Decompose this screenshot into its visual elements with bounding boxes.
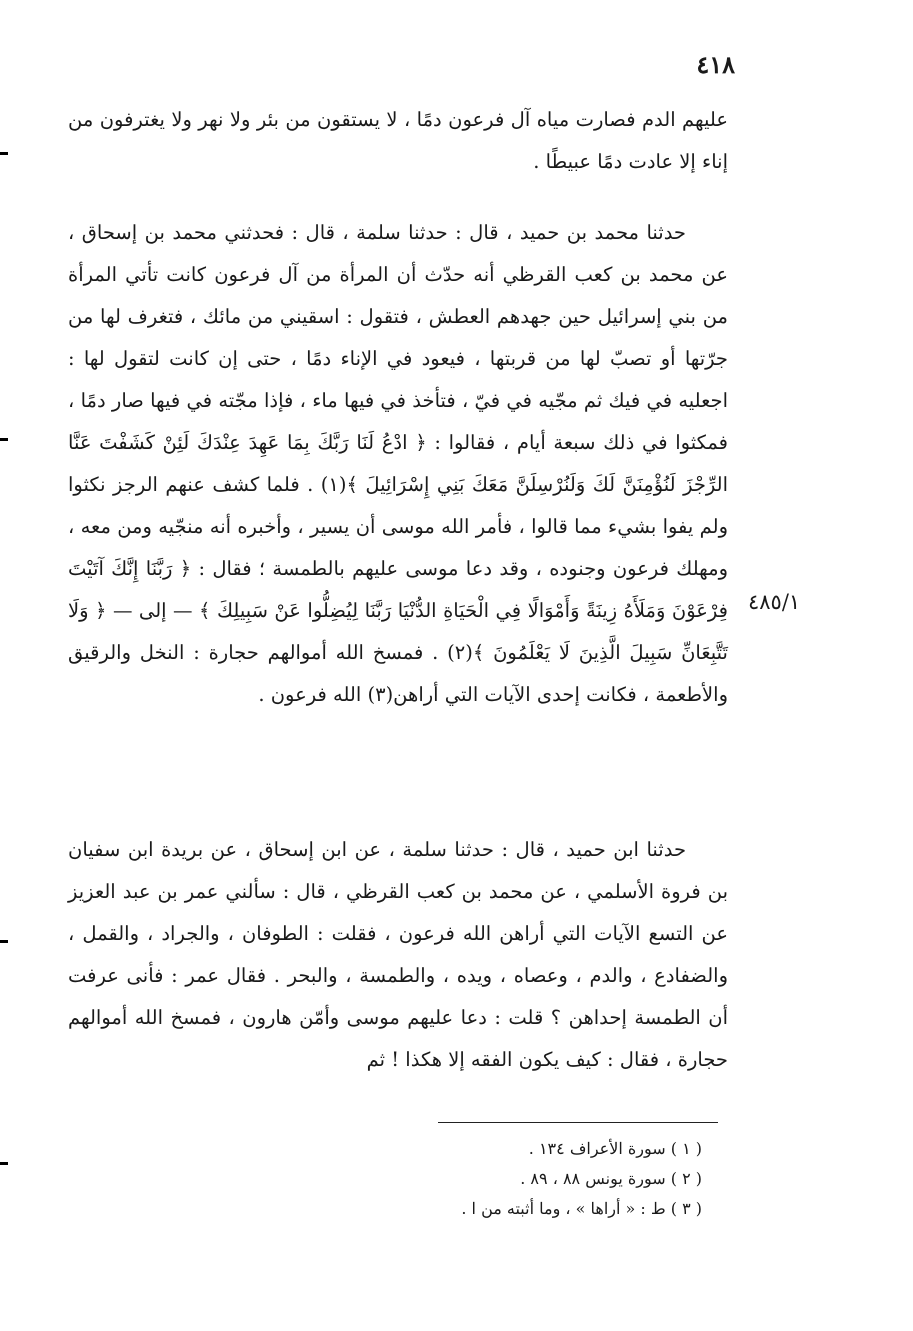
footnote-2: ( ٢ ) سورة يونس ٨٨ ، ٨٩ . (520, 1169, 702, 1188)
footnote-1: ( ١ ) سورة الأعراف ١٣٤ . (528, 1139, 702, 1158)
page-number: ٤١٨ (696, 50, 735, 79)
paragraph-text: حدثنا ابن حميد ، قال : حدثنا سلمة ، عن ابن إسحاق ، عن بريدة ابن سفيان بن فروة الأسلمي ، عن محمد بن كعب القرظي ، قال : سألني عمر بن عبد العزيز عن التسع الآيات التي أراهن الله فرعون ، فقلت : الطوفان ، والجراد ، والقمل ، والضفادع ، والدم ، وعصاه ، ويده ، والطمسة ، والبحر . فقال عمر : فأنى عرفت أن الطمسة إحداهن ؟ قلت : دعا عليهم موسى وأمّن هارون ، فمسخ الله أموالهم حجارة ، فقال : كيف يكون الفقه إلا هكذا ! ثم (68, 838, 728, 1071)
footnotes (360, 1134, 702, 1224)
footnote-3: ( ٣ ) ط : « أراها » ، وما أثبته من ا . (461, 1199, 702, 1218)
scan-edge-mark (0, 1162, 8, 1165)
scan-edge-mark (0, 152, 8, 155)
paragraph-narration-1 (68, 212, 728, 716)
paragraph-text: عليهم الدم فصارت مياه آل فرعون دمًا ، لا يستقون من بئر ولا نهر ولا يغترفون من إناء إلا عادت دمًا عبيطًا . (68, 108, 728, 173)
paragraph-text: حدثنا محمد بن حميد ، قال : حدثنا سلمة ، قال : فحدثني محمد بن إسحاق ، عن محمد بن كعب القرظي أنه حدّث أن المرأة من آل فرعون كانت تأتي المرأة من بني إسرائيل حين جهدهم العطش ، فتقول : اسقيني من مائك ، فتغرف لها من جرّتها أو تصبّ لها من قربتها ، فيعود في الإناء دمًا ، حتى إن كانت لتقول لها : اجعليه في فيك ثم مجّيه في فيّ ، فتأخذ في فيها ماء ، فإذا مجّته في فيها صار دمًا ، فمكثوا في ذلك سبعة أيام ، فقالوا : ﴿ ادْعُ لَنَا رَبَّكَ بِمَا عَهِدَ عِنْدَكَ لَئِنْ كَشَفْتَ عَنَّا الرِّجْزَ لَنُؤْمِنَنَّ لَكَ وَلَنُرْسِلَنَّ مَعَكَ بَنِي إِسْرَائِيلَ ﴾(١) . فلما كشف عنهم الرجز نكثوا ولم يفوا بشيء مما قالوا ، فأمر الله موسى أن يسير ، وأخبره أنه منجّيه ومن معه ، ومهلك فرعون وجنوده ، وقد دعا موسى عليهم بالطمسة ؛ فقال : ﴿ رَبَّنَا إِنَّكَ آتَيْتَ فِرْعَوْنَ وَمَلَأَهُ زِينَةً وَأَمْوَالًا فِي الْحَيَاةِ الدُّنْيَا رَبَّنَا لِيُضِلُّوا عَنْ سَبِيلِكَ ﴾ — إلى — ﴿ وَلَا تَتَّبِعَانِّ سَبِيلَ الَّذِينَ لَا يَعْلَمُونَ ﴾(٢) . فمسخ الله أموالهم حجارة : النخل والرقيق والأطعمة ، فكانت إحدى الآيات التي أراهن(٣) الله فرعون . (68, 221, 729, 706)
scan-edge-mark (0, 940, 8, 943)
scan-edge-mark (0, 438, 8, 441)
footnote-divider (438, 1122, 718, 1123)
margin-reference: ٤٨٥/١ (748, 590, 801, 614)
paragraph-continuation (68, 99, 728, 183)
paragraph-narration-2 (68, 829, 728, 1081)
